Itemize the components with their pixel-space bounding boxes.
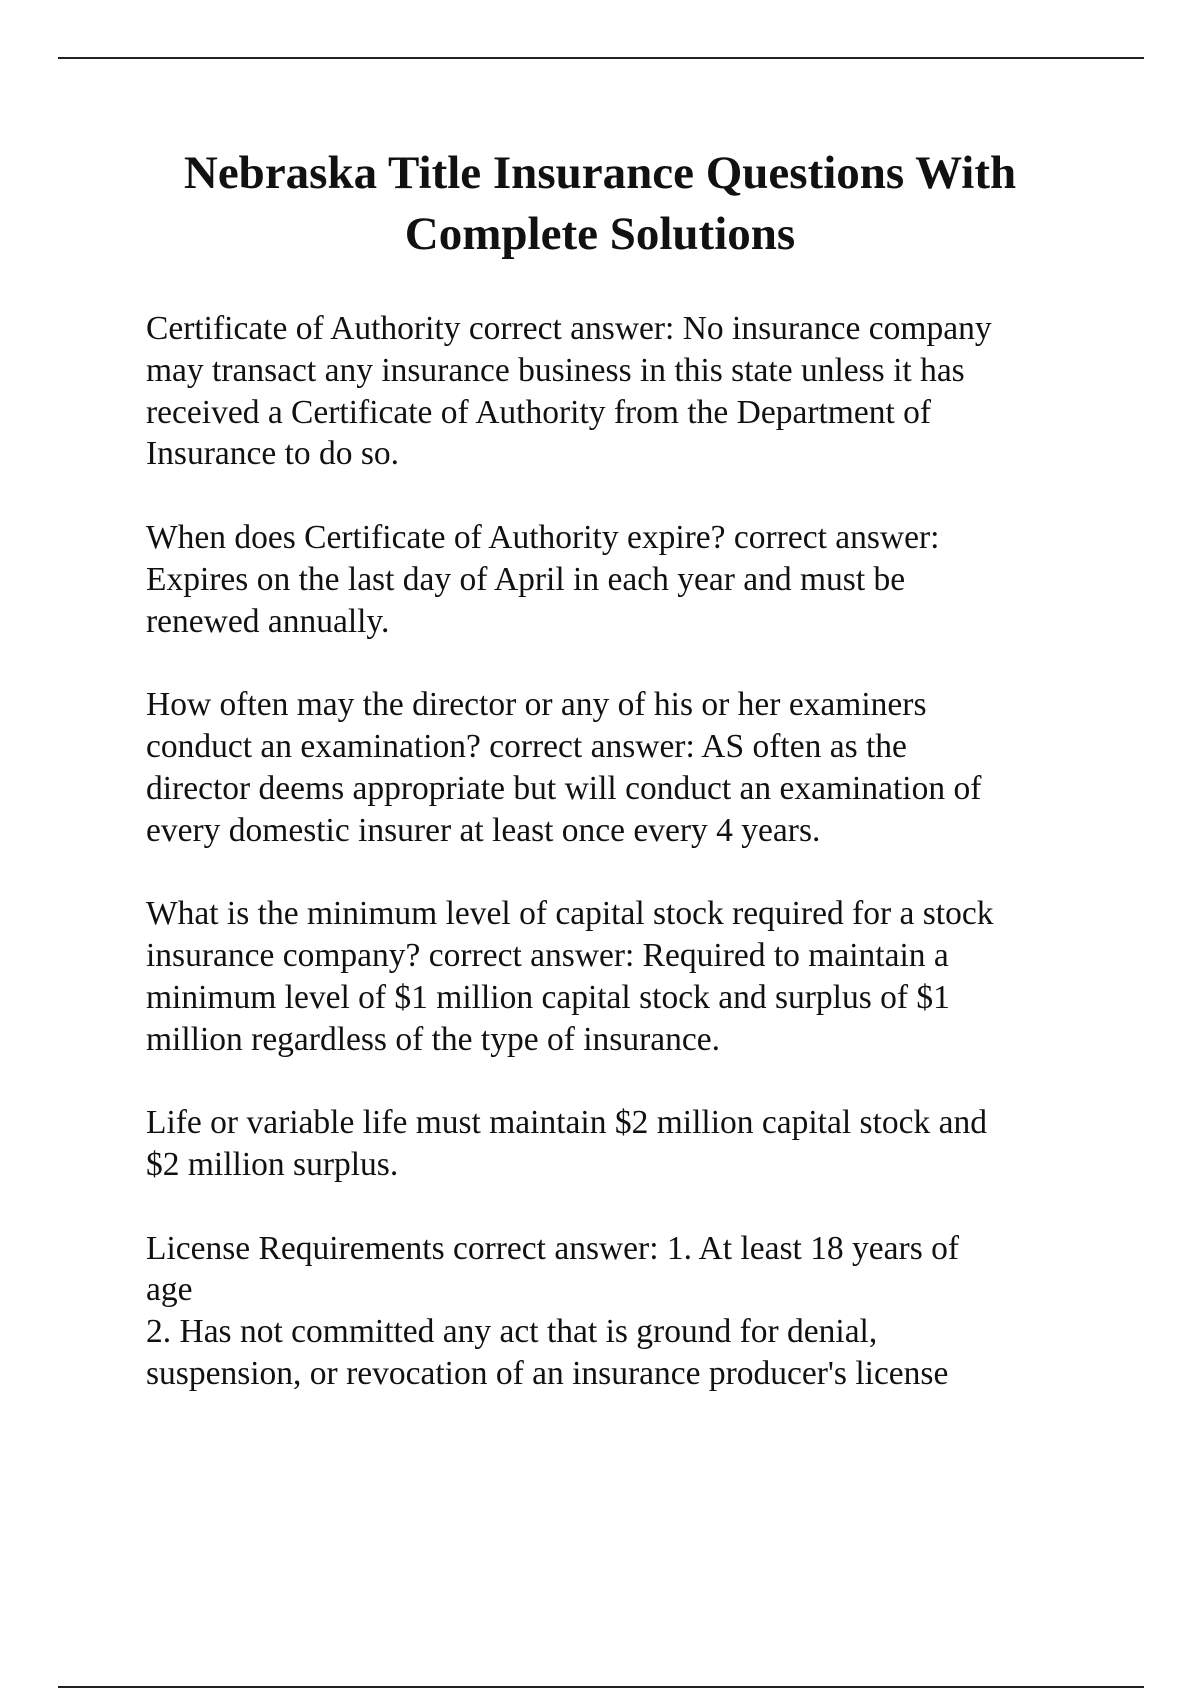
document-body	[146, 308, 1106, 1437]
paragraph-life-capital	[146, 1102, 1106, 1186]
title-line: Complete Solutions	[404, 208, 796, 260]
paragraph-certificate-expiry	[146, 517, 1106, 642]
text-line: renewed annually.	[146, 602, 390, 640]
text-line: insurance company? correct answer: Required to maintain a	[146, 936, 949, 974]
text-line: License Requirements correct answer: 1. At least 18 years of	[146, 1229, 960, 1267]
text-line: Expires on the last day of April in each year and must be	[146, 560, 906, 598]
top-rule	[58, 57, 1144, 59]
text-line: every domestic insurer at least once every 4 years.	[146, 811, 821, 849]
text-line: age	[146, 1271, 193, 1309]
text-line: When does Certificate of Authority expire? correct answer:	[146, 518, 940, 556]
text-line: million regardless of the type of insurance.	[146, 1020, 720, 1058]
text-line: conduct an examination? correct answer: AS often as the	[146, 727, 907, 765]
document-title	[100, 143, 1100, 265]
bottom-rule	[58, 1686, 1144, 1688]
text-line: What is the minimum level of capital stock required for a stock	[146, 895, 994, 933]
title-line: Nebraska Title Insurance Questions With	[183, 147, 1017, 199]
text-line: director deems appropriate but will conduct an examination of	[146, 769, 982, 807]
paragraph-license-requirements	[146, 1228, 1106, 1395]
text-line: may transact any insurance business in this state unless it has	[146, 351, 965, 389]
paragraph-minimum-capital	[146, 893, 1106, 1060]
text-line: suspension, or revocation of an insurance producer's license	[146, 1354, 949, 1392]
paragraph-certificate-of-authority	[146, 308, 1106, 475]
text-line: $2 million surplus.	[146, 1145, 399, 1183]
paragraph-examination-frequency	[146, 684, 1106, 851]
text-line: Certificate of Authority correct answer: No insurance company	[146, 310, 992, 347]
text-line: minimum level of $1 million capital stock and surplus of $1	[146, 978, 950, 1016]
text-line: Insurance to do so.	[146, 435, 400, 473]
text-line: received a Certificate of Authority from the Department of	[146, 393, 932, 431]
text-line: Life or variable life must maintain $2 million capital stock and	[146, 1104, 987, 1142]
text-line: How often may the director or any of his or her examiners	[146, 686, 927, 724]
text-line: 2. Has not committed any act that is ground for denial,	[146, 1313, 878, 1351]
